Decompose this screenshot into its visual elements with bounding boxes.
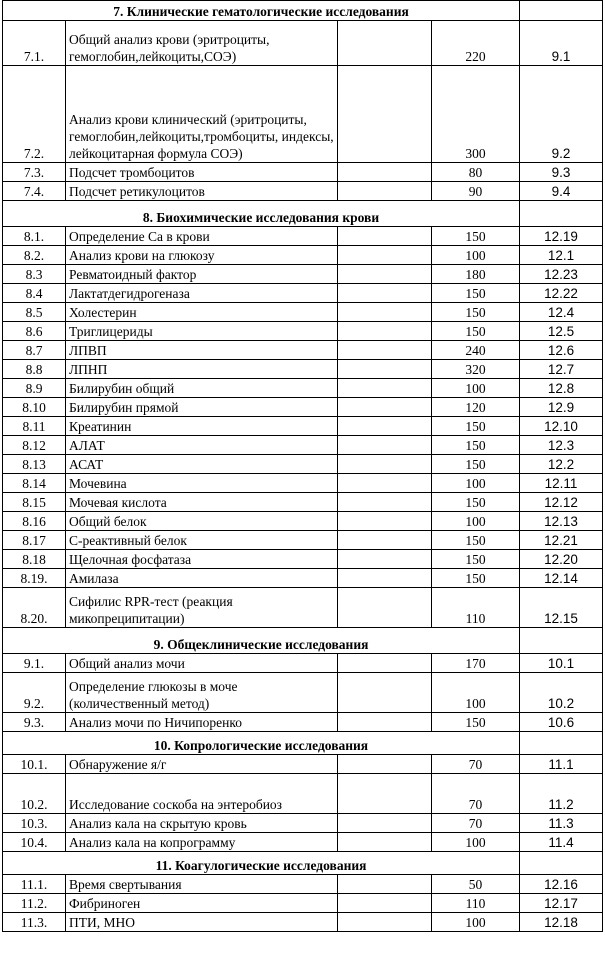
row-name: Фибриноген bbox=[66, 894, 338, 913]
row-name: Триглицериды bbox=[66, 322, 338, 341]
row-name: Исследование соскоба на энтеробиоз bbox=[66, 774, 338, 814]
table-row bbox=[3, 713, 603, 732]
row-name: Анализ крови клинический (эритроциты, гемоглобин,лейкоциты,тромбоциты, индексы, лейкоцитарная формула СОЭ) bbox=[66, 66, 338, 163]
row-number: 8.1. bbox=[3, 227, 66, 246]
row-empty-cell bbox=[338, 322, 432, 341]
table-row bbox=[3, 322, 603, 341]
row-price: 50 bbox=[432, 875, 520, 894]
table-row bbox=[3, 569, 603, 588]
row-code: 9.4 bbox=[520, 182, 603, 201]
row-price: 110 bbox=[432, 588, 520, 628]
table-row bbox=[3, 455, 603, 474]
table-row bbox=[3, 474, 603, 493]
row-code: 12.15 bbox=[520, 588, 603, 628]
row-code: 12.9 bbox=[520, 398, 603, 417]
row-code: 12.19 bbox=[520, 227, 603, 246]
row-code: 12.13 bbox=[520, 512, 603, 531]
row-name: Общий анализ крови (эритроциты, гемоглобин,лейкоциты,СОЭ) bbox=[66, 21, 338, 66]
row-empty-cell bbox=[338, 588, 432, 628]
row-name: Мочевая кислота bbox=[66, 493, 338, 512]
row-code: 11.4 bbox=[520, 833, 603, 852]
row-empty-cell bbox=[338, 66, 432, 163]
row-number: 7.1. bbox=[3, 21, 66, 66]
table-row bbox=[3, 398, 603, 417]
table-row bbox=[3, 894, 603, 913]
row-price: 150 bbox=[432, 569, 520, 588]
row-price: 300 bbox=[432, 66, 520, 163]
row-code: 12.21 bbox=[520, 531, 603, 550]
row-number: 10.1. bbox=[3, 755, 66, 774]
row-price: 100 bbox=[432, 512, 520, 531]
row-price: 150 bbox=[432, 227, 520, 246]
row-name: Анализ кала на копрограмму bbox=[66, 833, 338, 852]
section-code-cell bbox=[520, 852, 603, 875]
table-row bbox=[3, 531, 603, 550]
row-empty-cell bbox=[338, 417, 432, 436]
row-empty-cell bbox=[338, 774, 432, 814]
row-code: 12.16 bbox=[520, 875, 603, 894]
row-price: 150 bbox=[432, 550, 520, 569]
row-number: 8.20. bbox=[3, 588, 66, 628]
row-number: 8.17 bbox=[3, 531, 66, 550]
section-code-cell bbox=[520, 628, 603, 654]
row-number: 8.12 bbox=[3, 436, 66, 455]
row-empty-cell bbox=[338, 379, 432, 398]
row-number: 10.4. bbox=[3, 833, 66, 852]
row-empty-cell bbox=[338, 303, 432, 322]
row-empty-cell bbox=[338, 182, 432, 201]
row-code: 12.7 bbox=[520, 360, 603, 379]
section-title: 9. Общеклинические исследования bbox=[3, 628, 520, 654]
row-empty-cell bbox=[338, 913, 432, 932]
section-title: 7. Клинические гематологические исследования bbox=[3, 1, 520, 21]
row-empty-cell bbox=[338, 227, 432, 246]
row-number: 8.16 bbox=[3, 512, 66, 531]
row-name: Обнаружение я/г bbox=[66, 755, 338, 774]
row-number: 8.3 bbox=[3, 265, 66, 284]
row-number: 10.3. bbox=[3, 814, 66, 833]
row-number: 8.7 bbox=[3, 341, 66, 360]
row-empty-cell bbox=[338, 284, 432, 303]
row-name: ЛПНП bbox=[66, 360, 338, 379]
row-price: 320 bbox=[432, 360, 520, 379]
row-name: АСАТ bbox=[66, 455, 338, 474]
table-row bbox=[3, 654, 603, 673]
row-name: Ревматоидный фактор bbox=[66, 265, 338, 284]
row-number: 8.4 bbox=[3, 284, 66, 303]
row-number: 8.10 bbox=[3, 398, 66, 417]
row-empty-cell bbox=[338, 493, 432, 512]
row-empty-cell bbox=[338, 894, 432, 913]
row-number: 8.11 bbox=[3, 417, 66, 436]
row-code: 12.23 bbox=[520, 265, 603, 284]
table-row bbox=[3, 341, 603, 360]
row-price: 240 bbox=[432, 341, 520, 360]
row-number: 11.3. bbox=[3, 913, 66, 932]
row-empty-cell bbox=[338, 755, 432, 774]
row-empty-cell bbox=[338, 21, 432, 66]
table-row bbox=[3, 588, 603, 628]
row-empty-cell bbox=[338, 833, 432, 852]
row-name: Лактатдегидрогеназа bbox=[66, 284, 338, 303]
row-name: Мочевина bbox=[66, 474, 338, 493]
row-name: Подсчет тромбоцитов bbox=[66, 163, 338, 182]
row-name: Билирубин общий bbox=[66, 379, 338, 398]
row-number: 11.1. bbox=[3, 875, 66, 894]
row-empty-cell bbox=[338, 246, 432, 265]
row-number: 7.2. bbox=[3, 66, 66, 163]
row-empty-cell bbox=[338, 474, 432, 493]
section-title: 10. Копрологические исследования bbox=[3, 732, 520, 755]
section-header bbox=[3, 852, 603, 875]
row-empty-cell bbox=[338, 713, 432, 732]
row-code: 12.3 bbox=[520, 436, 603, 455]
row-empty-cell bbox=[338, 654, 432, 673]
row-name: Амилаза bbox=[66, 569, 338, 588]
table-row bbox=[3, 814, 603, 833]
row-empty-cell bbox=[338, 455, 432, 474]
price-list-body bbox=[3, 1, 603, 932]
row-price: 170 bbox=[432, 654, 520, 673]
row-code: 12.17 bbox=[520, 894, 603, 913]
row-price: 100 bbox=[432, 379, 520, 398]
row-empty-cell bbox=[338, 875, 432, 894]
row-price: 70 bbox=[432, 814, 520, 833]
table-row bbox=[3, 673, 603, 713]
row-code: 9.2 bbox=[520, 66, 603, 163]
section-code-cell bbox=[520, 1, 603, 21]
row-name: Определение глюкозы в моче (количественный метод) bbox=[66, 673, 338, 713]
row-name: С-реактивный белок bbox=[66, 531, 338, 550]
row-number: 8.6 bbox=[3, 322, 66, 341]
table-row bbox=[3, 550, 603, 569]
row-code: 12.14 bbox=[520, 569, 603, 588]
row-empty-cell bbox=[338, 673, 432, 713]
row-empty-cell bbox=[338, 569, 432, 588]
row-number: 8.9 bbox=[3, 379, 66, 398]
row-name: Креатинин bbox=[66, 417, 338, 436]
table-row bbox=[3, 284, 603, 303]
row-number: 8.13 bbox=[3, 455, 66, 474]
row-name: АЛАТ bbox=[66, 436, 338, 455]
row-name: Определение Са в крови bbox=[66, 227, 338, 246]
row-name: ПТИ, МНО bbox=[66, 913, 338, 932]
row-price: 70 bbox=[432, 774, 520, 814]
row-number: 11.2. bbox=[3, 894, 66, 913]
row-number: 8.2. bbox=[3, 246, 66, 265]
row-code: 12.5 bbox=[520, 322, 603, 341]
table-row bbox=[3, 774, 603, 814]
row-name: Подсчет ретикулоцитов bbox=[66, 182, 338, 201]
row-number: 8.5 bbox=[3, 303, 66, 322]
row-code: 9.1 bbox=[520, 21, 603, 66]
row-code: 11.2 bbox=[520, 774, 603, 814]
row-empty-cell bbox=[338, 163, 432, 182]
row-name: Сифилис RPR-тест (реакция микопреципитации) bbox=[66, 588, 338, 628]
row-empty-cell bbox=[338, 814, 432, 833]
table-row bbox=[3, 512, 603, 531]
row-number: 9.3. bbox=[3, 713, 66, 732]
row-code: 12.4 bbox=[520, 303, 603, 322]
row-price: 110 bbox=[432, 894, 520, 913]
row-price: 100 bbox=[432, 246, 520, 265]
row-number: 8.8 bbox=[3, 360, 66, 379]
table-row bbox=[3, 66, 603, 163]
row-price: 100 bbox=[432, 833, 520, 852]
table-row bbox=[3, 182, 603, 201]
table-row bbox=[3, 163, 603, 182]
row-number: 8.19. bbox=[3, 569, 66, 588]
row-price: 150 bbox=[432, 531, 520, 550]
row-price: 150 bbox=[432, 713, 520, 732]
row-name: Щелочная фосфатаза bbox=[66, 550, 338, 569]
row-price: 180 bbox=[432, 265, 520, 284]
row-price: 220 bbox=[432, 21, 520, 66]
table-row bbox=[3, 875, 603, 894]
row-price: 90 bbox=[432, 182, 520, 201]
row-code: 9.3 bbox=[520, 163, 603, 182]
row-price: 150 bbox=[432, 417, 520, 436]
row-empty-cell bbox=[338, 360, 432, 379]
table-row bbox=[3, 227, 603, 246]
section-header bbox=[3, 628, 603, 654]
row-price: 150 bbox=[432, 322, 520, 341]
table-row bbox=[3, 755, 603, 774]
section-header bbox=[3, 1, 603, 21]
row-number: 9.1. bbox=[3, 654, 66, 673]
row-name: ЛПВП bbox=[66, 341, 338, 360]
row-price: 150 bbox=[432, 493, 520, 512]
row-number: 7.4. bbox=[3, 182, 66, 201]
row-price: 100 bbox=[432, 673, 520, 713]
row-code: 12.11 bbox=[520, 474, 603, 493]
table-row bbox=[3, 265, 603, 284]
row-code: 10.2 bbox=[520, 673, 603, 713]
row-price: 120 bbox=[432, 398, 520, 417]
row-name: Анализ мочи по Ничипоренко bbox=[66, 713, 338, 732]
table-row bbox=[3, 379, 603, 398]
row-empty-cell bbox=[338, 531, 432, 550]
section-code-cell bbox=[520, 201, 603, 227]
row-empty-cell bbox=[338, 512, 432, 531]
table-row bbox=[3, 21, 603, 66]
price-list-table bbox=[2, 0, 603, 932]
section-title: 11. Коагулогические исследования bbox=[3, 852, 520, 875]
row-empty-cell bbox=[338, 550, 432, 569]
row-number: 9.2. bbox=[3, 673, 66, 713]
table-row bbox=[3, 303, 603, 322]
table-row bbox=[3, 833, 603, 852]
section-header bbox=[3, 732, 603, 755]
row-code: 10.6 bbox=[520, 713, 603, 732]
row-empty-cell bbox=[338, 265, 432, 284]
row-empty-cell bbox=[338, 436, 432, 455]
section-header bbox=[3, 201, 603, 227]
row-number: 7.3. bbox=[3, 163, 66, 182]
row-code: 12.20 bbox=[520, 550, 603, 569]
section-title: 8. Биохимические исследования крови bbox=[3, 201, 520, 227]
row-number: 8.18 bbox=[3, 550, 66, 569]
row-price: 70 bbox=[432, 755, 520, 774]
row-name: Холестерин bbox=[66, 303, 338, 322]
row-price: 150 bbox=[432, 284, 520, 303]
row-code: 12.18 bbox=[520, 913, 603, 932]
row-name: Общий анализ мочи bbox=[66, 654, 338, 673]
row-name: Анализ крови на глюкозу bbox=[66, 246, 338, 265]
table-row bbox=[3, 417, 603, 436]
row-code: 12.12 bbox=[520, 493, 603, 512]
row-code: 12.22 bbox=[520, 284, 603, 303]
row-code: 11.1 bbox=[520, 755, 603, 774]
row-price: 150 bbox=[432, 436, 520, 455]
row-name: Время свертывания bbox=[66, 875, 338, 894]
row-code: 11.3 bbox=[520, 814, 603, 833]
row-name: Анализ кала на скрытую кровь bbox=[66, 814, 338, 833]
row-code: 12.6 bbox=[520, 341, 603, 360]
row-price: 100 bbox=[432, 913, 520, 932]
row-price: 100 bbox=[432, 474, 520, 493]
row-empty-cell bbox=[338, 398, 432, 417]
row-code: 12.10 bbox=[520, 417, 603, 436]
row-price: 150 bbox=[432, 455, 520, 474]
row-code: 12.1 bbox=[520, 246, 603, 265]
row-name: Общий белок bbox=[66, 512, 338, 531]
row-price: 80 bbox=[432, 163, 520, 182]
row-price: 150 bbox=[432, 303, 520, 322]
section-code-cell bbox=[520, 732, 603, 755]
row-empty-cell bbox=[338, 341, 432, 360]
row-number: 10.2. bbox=[3, 774, 66, 814]
row-code: 10.1 bbox=[520, 654, 603, 673]
row-number: 8.15 bbox=[3, 493, 66, 512]
row-code: 12.8 bbox=[520, 379, 603, 398]
table-row bbox=[3, 246, 603, 265]
row-name: Билирубин прямой bbox=[66, 398, 338, 417]
table-row bbox=[3, 493, 603, 512]
row-code: 12.2 bbox=[520, 455, 603, 474]
table-row bbox=[3, 913, 603, 932]
row-number: 8.14 bbox=[3, 474, 66, 493]
table-row bbox=[3, 436, 603, 455]
table-row bbox=[3, 360, 603, 379]
